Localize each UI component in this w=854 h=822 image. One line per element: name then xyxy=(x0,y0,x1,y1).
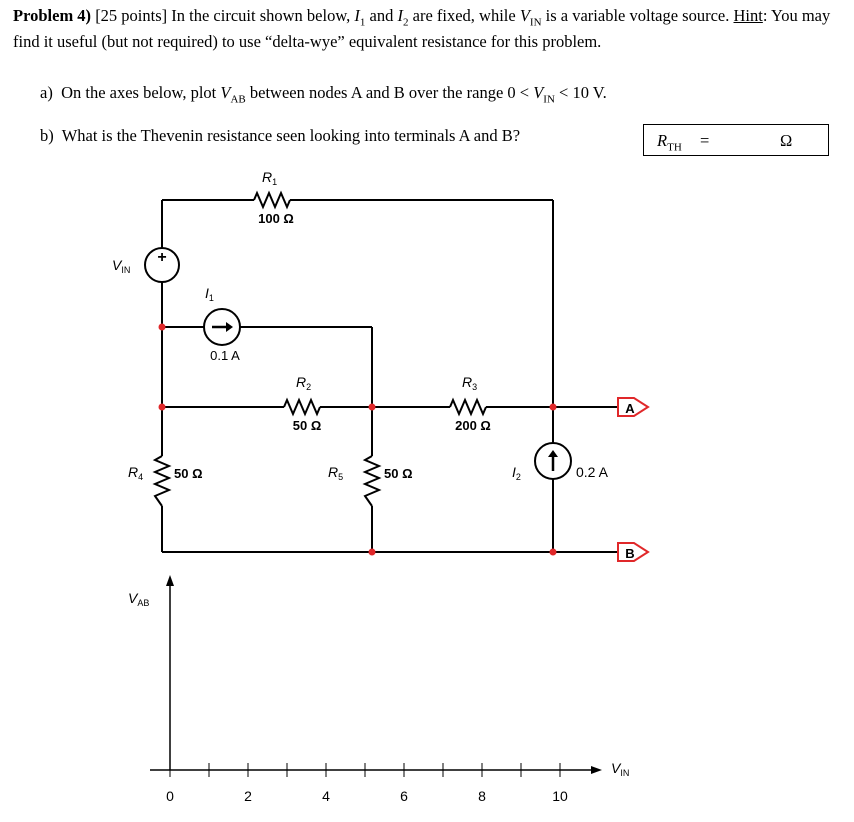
x-tick-label: 2 xyxy=(244,788,252,804)
terminal-b xyxy=(618,543,648,561)
rth-label: $R_{TH}$ xyxy=(657,131,682,154)
r4-label: $R_4$ xyxy=(128,464,144,482)
i2-label: $I_2$ xyxy=(512,464,521,482)
r5-value: 50 Ω xyxy=(384,466,413,481)
resistor-r4 xyxy=(155,456,169,506)
x-tick-label: 4 xyxy=(322,788,330,804)
voltage-source-vin xyxy=(145,248,179,282)
part-b-question: b) What is the Thevenin resistance seen looking into terminals A and B? xyxy=(40,126,521,145)
r4-value: 50 Ω xyxy=(174,466,203,481)
vin-label: $V_{IN}$ xyxy=(112,257,131,275)
svg-text:A: A xyxy=(625,401,635,416)
rth-answer-box[interactable]: $R_{TH}$ = Ω xyxy=(643,124,829,156)
r1-value: 100 Ω xyxy=(258,211,294,226)
problem-label: Problem 4) xyxy=(13,6,92,25)
r2-label: $R_2$ xyxy=(296,374,312,392)
r1-label: $R_1$ xyxy=(262,169,278,187)
resistor-r2 xyxy=(284,400,320,414)
resistor-r1 xyxy=(254,193,290,207)
x-tick-labels xyxy=(166,788,568,804)
resistor-r3 xyxy=(450,400,486,414)
problem-points: [25 points] xyxy=(95,6,168,25)
i2-value: 0.2 A xyxy=(576,464,608,480)
ohm-unit: Ω xyxy=(780,131,793,150)
x-axis-label: $V_{IN}$ xyxy=(611,760,630,778)
problem-statement: Problem 4) [25 points] In the circuit shown below, $I_1$ and $I_2$ are fixed, while $V_{IN}$ is a variable voltage source. Hint: You may find it useful (but not required) to use “delta-wye” equivalent resistance for this problem. xyxy=(13,6,831,52)
plot-axes xyxy=(150,582,594,770)
hint-label: Hint xyxy=(733,6,763,25)
resistors xyxy=(155,193,486,506)
node xyxy=(550,549,557,556)
y-axis-label: $V_{AB}$ xyxy=(128,590,150,608)
x-tick-label: 6 xyxy=(400,788,408,804)
wires xyxy=(162,200,618,552)
plus-sign: + xyxy=(157,249,167,266)
r3-value: 200 Ω xyxy=(455,418,491,433)
terminal-a xyxy=(618,398,648,416)
node xyxy=(159,324,166,331)
x-tick-label: 8 xyxy=(478,788,486,804)
r3-label: $R_3$ xyxy=(462,374,478,392)
node xyxy=(550,404,557,411)
r5-label: $R_5$ xyxy=(328,464,344,482)
x-axis-arrow xyxy=(591,766,602,774)
current-source-i2 xyxy=(535,443,571,479)
node xyxy=(159,404,166,411)
part-a-question: a) On the axes below, plot $V_{AB}$ between nodes A and B over the range $0 < V_{IN} < 10$ V. xyxy=(40,83,607,106)
resistor-r5 xyxy=(365,456,379,506)
x-tick-label: 0 xyxy=(166,788,174,804)
i1-label: $I_1$ xyxy=(205,285,214,303)
current-source-i1 xyxy=(204,309,240,345)
svg-text:B: B xyxy=(625,546,635,561)
node xyxy=(369,404,376,411)
x-tick-label: 10 xyxy=(552,788,568,804)
y-axis-arrow xyxy=(166,575,174,586)
node xyxy=(369,549,376,556)
i1-value: 0.1 A xyxy=(210,348,240,363)
r2-value: 50 Ω xyxy=(292,418,322,433)
